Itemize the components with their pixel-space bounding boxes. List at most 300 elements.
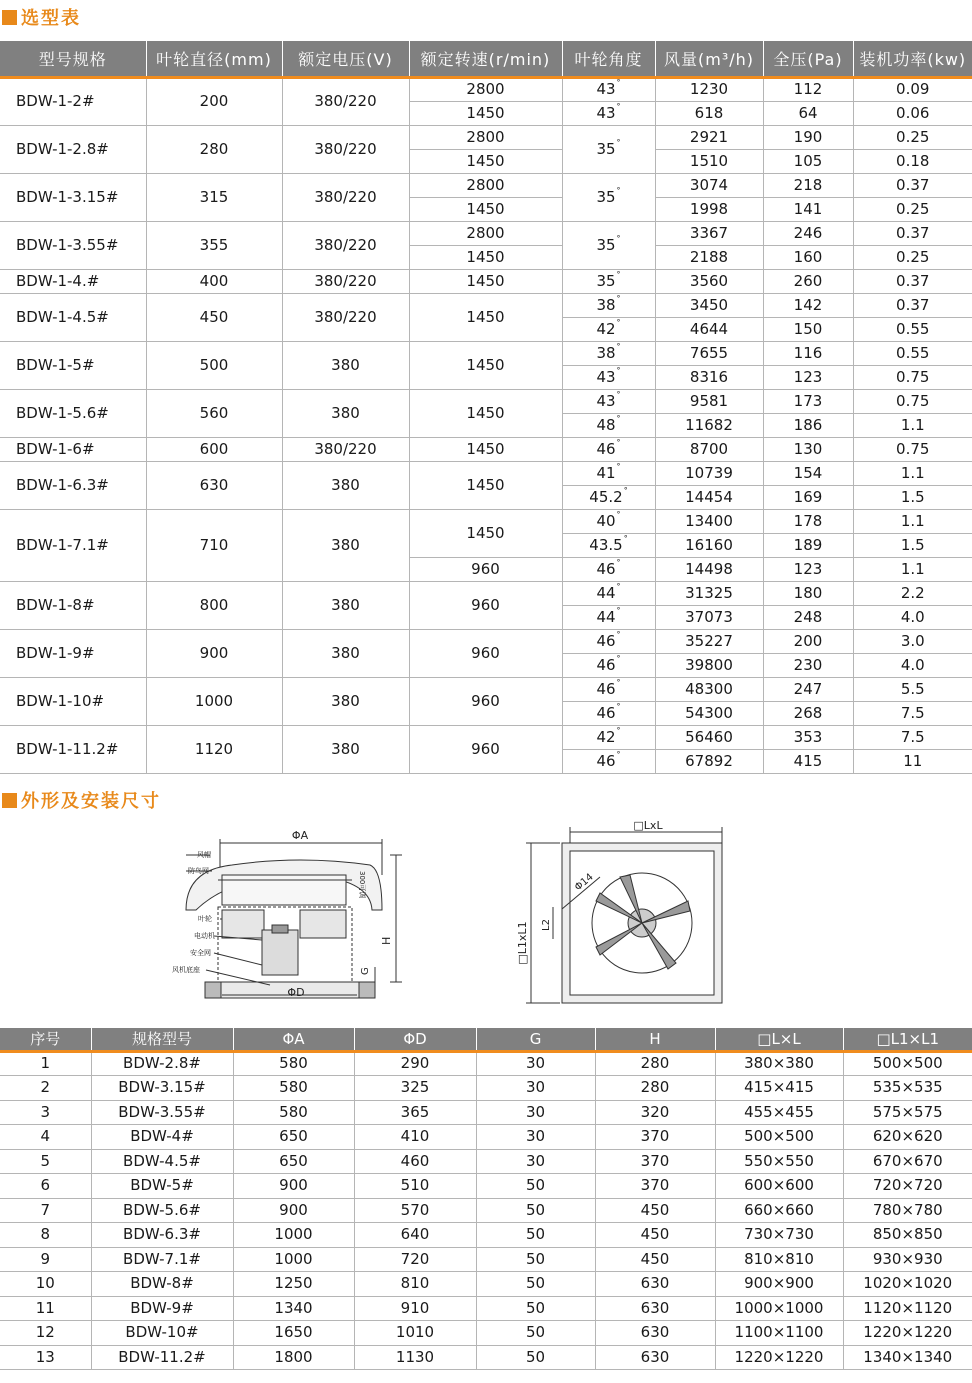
label-base: 风机底座 (172, 966, 200, 974)
voltage-cell: 380 (282, 581, 409, 629)
dimension-cell: BDW-10# (91, 1321, 233, 1346)
flow-cell: 3074 (655, 173, 763, 197)
label-H: H (380, 936, 393, 945)
diameter-cell: 710 (146, 509, 282, 581)
table-row (0, 125, 972, 149)
dimension-cell: 1340×1340 (843, 1345, 972, 1370)
power-cell: 1.1 (853, 461, 972, 485)
dimension-cell: BDW-7.1# (91, 1247, 233, 1272)
degree-icon: ° (616, 653, 621, 663)
angle-value: 46 (596, 559, 616, 578)
table-row (0, 1345, 972, 1370)
diameter-cell: 800 (146, 581, 282, 629)
dimension-cell: 30 (476, 1125, 595, 1150)
power-cell: 0.37 (853, 269, 972, 293)
pressure-cell: 180 (763, 581, 853, 605)
degree-icon: ° (616, 437, 621, 447)
angle-value: 42 (596, 319, 616, 338)
flow-cell: 3367 (655, 221, 763, 245)
header-cell: 额定电压(V) (282, 41, 409, 77)
angle-cell (562, 509, 655, 533)
voltage-cell: 380/220 (282, 293, 409, 341)
dimension-cell: 450 (595, 1247, 715, 1272)
angle-value: 44 (596, 583, 616, 602)
diameter-cell: 1000 (146, 677, 282, 725)
angle-value: 38 (596, 295, 616, 314)
dimension-cell: 900 (233, 1174, 354, 1199)
angle-value: 35 (596, 139, 616, 158)
table-row (0, 1149, 972, 1174)
header-cell: 序号 (0, 1028, 91, 1051)
dimension-cell: 1250 (233, 1272, 354, 1297)
label-safety-net: 安全网 (190, 949, 211, 957)
degree-icon: ° (616, 701, 621, 711)
voltage-cell: 380 (282, 461, 409, 509)
angle-cell (562, 77, 655, 101)
flow-cell: 618 (655, 101, 763, 125)
header-cell: 装机功率(kw) (853, 41, 972, 77)
dimension-cell: 535×535 (843, 1076, 972, 1101)
table-row (0, 725, 972, 749)
degree-icon: ° (616, 293, 621, 303)
pressure-cell: 186 (763, 413, 853, 437)
dimension-cell: 1000 (233, 1247, 354, 1272)
header-cell: 额定转速(r/min) (409, 41, 562, 77)
pressure-cell: 189 (763, 533, 853, 557)
speed-cell: 960 (409, 725, 562, 773)
flow-cell: 56460 (655, 725, 763, 749)
degree-icon: ° (623, 533, 628, 543)
degree-icon: ° (616, 269, 621, 279)
power-cell: 5.5 (853, 677, 972, 701)
power-cell: 0.06 (853, 101, 972, 125)
model-cell: BDW-1-9# (0, 629, 146, 677)
degree-icon: ° (616, 101, 621, 111)
table-row (0, 1321, 972, 1346)
dimension-cell: BDW-3.15# (91, 1076, 233, 1101)
speed-cell: 1450 (409, 461, 562, 509)
model-cell: BDW-1-4.# (0, 269, 146, 293)
angle-cell (562, 701, 655, 725)
label-cap: 风帽 (197, 851, 211, 859)
flow-cell: 13400 (655, 509, 763, 533)
angle-value: 42 (596, 727, 616, 746)
dimension-cell: 1100×1100 (715, 1321, 843, 1346)
dimension-cell: 10 (0, 1272, 91, 1297)
dimension-cell: 50 (476, 1272, 595, 1297)
angle-cell (562, 533, 655, 557)
header-cell: H (595, 1028, 715, 1051)
voltage-cell: 380/220 (282, 269, 409, 293)
label-phiA: ΦA (291, 829, 309, 842)
angle-cell (562, 725, 655, 749)
angle-value: 43 (596, 80, 616, 98)
dimension-cell: 9 (0, 1247, 91, 1272)
model-cell: BDW-1-5# (0, 341, 146, 389)
speed-cell: 2800 (409, 125, 562, 149)
power-cell: 0.37 (853, 221, 972, 245)
model-cell: BDW-1-4.5# (0, 293, 146, 341)
dimension-cell: 1650 (233, 1321, 354, 1346)
angle-cell (562, 293, 655, 317)
dimension-cell: 50 (476, 1174, 595, 1199)
dimension-cell: 810×810 (715, 1247, 843, 1272)
pressure-cell: 123 (763, 557, 853, 581)
flow-cell: 8316 (655, 365, 763, 389)
angle-cell (562, 125, 655, 173)
angle-value: 46 (596, 439, 616, 458)
angle-cell (562, 341, 655, 365)
diameter-cell: 450 (146, 293, 282, 341)
angle-value: 35 (596, 235, 616, 254)
diameter-cell: 400 (146, 269, 282, 293)
degree-icon: ° (616, 725, 621, 735)
dimension-cell: 630 (595, 1345, 715, 1370)
installation-drawings (0, 815, 972, 1025)
speed-cell: 960 (409, 557, 562, 581)
pressure-cell: 246 (763, 221, 853, 245)
flow-cell: 16160 (655, 533, 763, 557)
flow-cell: 14454 (655, 485, 763, 509)
degree-icon: ° (623, 485, 628, 495)
speed-cell: 960 (409, 677, 562, 725)
degree-icon: ° (616, 389, 621, 399)
dimension-cell: 1800 (233, 1345, 354, 1370)
model-cell: BDW-1-3.15# (0, 173, 146, 221)
dimension-cell: 720×720 (843, 1174, 972, 1199)
voltage-cell: 380 (282, 389, 409, 437)
label-L2: L2 (541, 919, 552, 931)
header-cell: □L×L (715, 1028, 843, 1051)
dimension-cell: BDW-5# (91, 1174, 233, 1199)
flow-cell: 54300 (655, 701, 763, 725)
flow-cell: 8700 (655, 437, 763, 461)
header-cell: 叶轮直径(mm) (146, 41, 282, 77)
pressure-cell: 150 (763, 317, 853, 341)
dimension-cell: 660×660 (715, 1198, 843, 1223)
table-row (0, 221, 972, 245)
angle-value: 43.5 (589, 535, 623, 554)
voltage-cell: 380/220 (282, 125, 409, 173)
degree-icon: ° (616, 581, 621, 591)
pressure-cell: 415 (763, 749, 853, 773)
angle-value: 35 (596, 271, 616, 290)
pressure-cell: 141 (763, 197, 853, 221)
table-row (0, 509, 972, 533)
speed-cell: 1450 (409, 245, 562, 269)
dimension-cell: 500×500 (843, 1051, 972, 1076)
flow-cell: 9581 (655, 389, 763, 413)
label-adjust: 300可调 (358, 871, 366, 899)
dimension-cell: 1130 (354, 1345, 476, 1370)
angle-cell (562, 461, 655, 485)
pressure-cell: 178 (763, 509, 853, 533)
degree-icon: ° (616, 233, 621, 243)
model-cell: BDW-1-3.55# (0, 221, 146, 269)
degree-icon: ° (616, 557, 621, 567)
angle-value: 44 (596, 607, 616, 626)
power-cell: 1.1 (853, 413, 972, 437)
table-row (0, 1076, 972, 1101)
dimension-cell: BDW-6.3# (91, 1223, 233, 1248)
model-cell: BDW-1-2.8# (0, 125, 146, 173)
angle-value: 43 (596, 391, 616, 410)
speed-cell: 1450 (409, 293, 562, 341)
dimension-cell: 630 (595, 1272, 715, 1297)
degree-icon: ° (616, 341, 621, 351)
power-cell: 4.0 (853, 605, 972, 629)
model-cell: BDW-1-7.1# (0, 509, 146, 581)
angle-value: 41 (596, 463, 616, 482)
table-row (0, 1051, 972, 1076)
power-cell: 1.5 (853, 533, 972, 557)
power-cell: 0.55 (853, 317, 972, 341)
dimension-cell: BDW-5.6# (91, 1198, 233, 1223)
angle-value: 46 (596, 703, 616, 722)
section-title-text: 外形及安装尺寸 (21, 791, 161, 812)
speed-cell: 1450 (409, 269, 562, 293)
angle-cell (562, 101, 655, 125)
angle-cell (562, 317, 655, 341)
table-row (0, 1174, 972, 1199)
speed-cell: 2800 (409, 77, 562, 101)
voltage-cell: 380 (282, 629, 409, 677)
model-cell: BDW-1-8# (0, 581, 146, 629)
table-row (0, 1100, 972, 1125)
voltage-cell: 380/220 (282, 437, 409, 461)
speed-cell: 1450 (409, 437, 562, 461)
power-cell: 0.37 (853, 173, 972, 197)
speed-cell: 1450 (409, 389, 562, 437)
speed-cell: 1450 (409, 149, 562, 173)
power-cell: 7.5 (853, 725, 972, 749)
flow-cell: 1230 (655, 77, 763, 101)
degree-icon: ° (616, 137, 621, 147)
power-cell: 0.18 (853, 149, 972, 173)
diameter-cell: 630 (146, 461, 282, 509)
dimension-cell: 570 (354, 1198, 476, 1223)
diameter-cell: 280 (146, 125, 282, 173)
pressure-cell: 112 (763, 77, 853, 101)
pressure-cell: 353 (763, 725, 853, 749)
angle-cell (562, 581, 655, 605)
flow-cell: 1510 (655, 149, 763, 173)
speed-cell: 960 (409, 581, 562, 629)
voltage-cell: 380/220 (282, 173, 409, 221)
dimension-cell: 50 (476, 1198, 595, 1223)
dimension-cell: 1020×1020 (843, 1272, 972, 1297)
dimension-cell: 810 (354, 1272, 476, 1297)
diameter-cell: 600 (146, 437, 282, 461)
speed-cell: 1450 (409, 509, 562, 557)
voltage-cell: 380 (282, 341, 409, 389)
dimension-cell: 410 (354, 1125, 476, 1150)
dimension-cell: 30 (476, 1149, 595, 1174)
table-row (0, 437, 972, 461)
dimension-cell: 370 (595, 1125, 715, 1150)
flow-cell: 14498 (655, 557, 763, 581)
diameter-cell: 1120 (146, 725, 282, 773)
dimension-cell: 910 (354, 1296, 476, 1321)
dimension-cell: 720 (354, 1247, 476, 1272)
dimension-cell: 650 (233, 1125, 354, 1150)
power-cell: 1.1 (853, 509, 972, 533)
flow-cell: 7655 (655, 341, 763, 365)
voltage-cell: 380 (282, 725, 409, 773)
angle-cell (562, 485, 655, 509)
angle-value: 38 (596, 343, 616, 362)
flow-cell: 31325 (655, 581, 763, 605)
speed-cell: 960 (409, 629, 562, 677)
power-cell: 11 (853, 749, 972, 773)
flow-cell: 35227 (655, 629, 763, 653)
table-row (0, 677, 972, 701)
dimension-cell: BDW-11.2# (91, 1345, 233, 1370)
diameter-cell: 560 (146, 389, 282, 437)
power-cell: 1.5 (853, 485, 972, 509)
table-row (0, 389, 972, 413)
model-cell: BDW-1-6.3# (0, 461, 146, 509)
model-cell: BDW-1-5.6# (0, 389, 146, 437)
diameter-cell: 500 (146, 341, 282, 389)
angle-cell (562, 413, 655, 437)
label-phi14: Φ14 (572, 871, 596, 894)
power-cell: 0.75 (853, 437, 972, 461)
speed-cell: 2800 (409, 221, 562, 245)
dimension-cell: 50 (476, 1247, 595, 1272)
dimension-cell: 580 (233, 1076, 354, 1101)
dimension-cell: 500×500 (715, 1125, 843, 1150)
section-title-dimensions (2, 787, 161, 813)
power-cell: 0.25 (853, 245, 972, 269)
dimension-cell: BDW-2.8# (91, 1051, 233, 1076)
dimension-cell: 380×380 (715, 1051, 843, 1076)
dimension-cell: 1 (0, 1051, 91, 1076)
flow-cell: 1998 (655, 197, 763, 221)
voltage-cell: 380 (282, 677, 409, 725)
label-bird-net: 防鸟网 (188, 867, 209, 875)
dimension-cell: 930×930 (843, 1247, 972, 1272)
degree-icon: ° (616, 677, 621, 687)
angle-value: 48 (596, 415, 616, 434)
dimension-cell: 670×670 (843, 1149, 972, 1174)
pressure-cell: 248 (763, 605, 853, 629)
angle-value: 43 (596, 367, 616, 386)
dimension-cell: BDW-4# (91, 1125, 233, 1150)
dimension-cell: 50 (476, 1296, 595, 1321)
label-LxL: □LxL (633, 819, 663, 832)
dimension-cell: 5 (0, 1149, 91, 1174)
header-cell: 型号规格 (0, 41, 146, 77)
dimension-cell: 600×600 (715, 1174, 843, 1199)
power-cell: 0.75 (853, 365, 972, 389)
pressure-cell: 268 (763, 701, 853, 725)
angle-cell (562, 173, 655, 221)
table-row (0, 581, 972, 605)
angle-cell (562, 749, 655, 773)
dimension-cell: 580 (233, 1051, 354, 1076)
pressure-cell: 169 (763, 485, 853, 509)
dimension-cell: 30 (476, 1051, 595, 1076)
pressure-cell: 130 (763, 437, 853, 461)
table-row (0, 1125, 972, 1150)
angle-cell (562, 605, 655, 629)
power-cell: 0.25 (853, 125, 972, 149)
angle-cell (562, 389, 655, 413)
dimension-cell: 290 (354, 1051, 476, 1076)
dimension-cell: 1340 (233, 1296, 354, 1321)
dimension-table (0, 1028, 972, 1370)
pressure-cell: 64 (763, 101, 853, 125)
table-row (0, 1296, 972, 1321)
label-G: G (360, 967, 371, 975)
degree-icon: ° (616, 365, 621, 375)
dimension-cell: BDW-4.5# (91, 1149, 233, 1174)
header-cell: 叶轮角度 (562, 41, 655, 77)
header-cell: 全压(Pa) (763, 41, 853, 77)
dimension-cell: 3 (0, 1100, 91, 1125)
dimension-table-header (0, 1028, 972, 1051)
flow-cell: 2921 (655, 125, 763, 149)
dimension-cell: 1000 (233, 1223, 354, 1248)
header-cell: 规格型号 (91, 1028, 233, 1051)
selection-table (0, 41, 972, 774)
dimension-cell: 550×550 (715, 1149, 843, 1174)
dimension-cell: 450 (595, 1223, 715, 1248)
header-cell: ΦA (233, 1028, 354, 1051)
power-cell: 7.5 (853, 701, 972, 725)
dimension-cell: 630 (595, 1321, 715, 1346)
voltage-cell: 380/220 (282, 77, 409, 125)
angle-value: 46 (596, 679, 616, 698)
power-cell: 3.0 (853, 629, 972, 653)
table-row (0, 1272, 972, 1297)
angle-cell (562, 653, 655, 677)
pressure-cell: 230 (763, 653, 853, 677)
dimension-cell: BDW-9# (91, 1296, 233, 1321)
label-phiD: ΦD (287, 986, 305, 999)
dimension-cell: 620×620 (843, 1125, 972, 1150)
angle-cell (562, 629, 655, 653)
dimension-cell: 2 (0, 1076, 91, 1101)
dimension-cell: 650 (233, 1149, 354, 1174)
table-row (0, 269, 972, 293)
angle-cell (562, 221, 655, 269)
diameter-cell: 200 (146, 77, 282, 125)
diameter-cell: 355 (146, 221, 282, 269)
table-row (0, 1247, 972, 1272)
table-row (0, 461, 972, 485)
label-motor: 电动机 (194, 932, 215, 940)
header-cell: □L1×L1 (843, 1028, 972, 1051)
dimension-cell: 370 (595, 1174, 715, 1199)
degree-icon: ° (616, 78, 621, 87)
dimension-cell: 280 (595, 1076, 715, 1101)
dimension-cell: 30 (476, 1076, 595, 1101)
flow-cell: 67892 (655, 749, 763, 773)
angle-value: 46 (596, 655, 616, 674)
dimension-cell: 50 (476, 1223, 595, 1248)
dimension-cell: BDW-3.55# (91, 1100, 233, 1125)
dimension-cell: 30 (476, 1100, 595, 1125)
flow-cell: 37073 (655, 605, 763, 629)
speed-cell: 1450 (409, 341, 562, 389)
pressure-cell: 154 (763, 461, 853, 485)
model-cell: BDW-1-11.2# (0, 725, 146, 773)
degree-icon: ° (616, 749, 621, 759)
dimension-cell: 630 (595, 1296, 715, 1321)
dimension-cell: 415×415 (715, 1076, 843, 1101)
